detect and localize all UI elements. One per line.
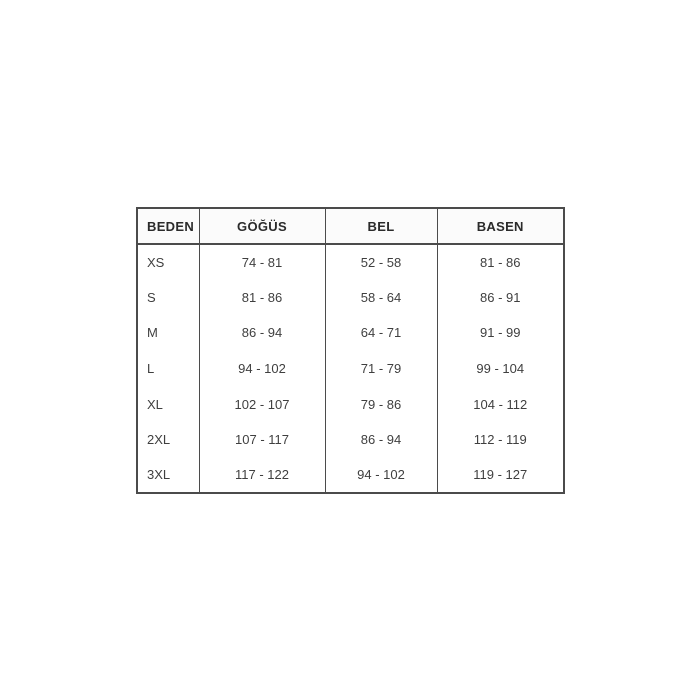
hips-value: 86 - 91 [437, 280, 564, 316]
hips-value: 91 - 99 [437, 315, 564, 351]
table-row-m [137, 315, 564, 351]
size-chart-table [136, 207, 565, 494]
waist-value: 64 - 71 [325, 315, 437, 351]
waist-value: 58 - 64 [325, 280, 437, 316]
table-row-xl [137, 386, 564, 422]
table-row-2xl [137, 422, 564, 458]
chest-value: 86 - 94 [199, 315, 325, 351]
header-chest: GÖĞÜS [199, 208, 325, 244]
waist-value: 86 - 94 [325, 422, 437, 458]
hips-value: 104 - 112 [437, 386, 564, 422]
size-label: S [147, 289, 156, 305]
hips-value: 99 - 104 [437, 351, 564, 387]
chest-value: 94 - 102 [199, 351, 325, 387]
chest-value: 102 - 107 [199, 386, 325, 422]
chest-value: 107 - 117 [199, 422, 325, 458]
table-row-xs [137, 244, 564, 280]
hips-value: 81 - 86 [437, 244, 564, 280]
header-hips: BASEN [437, 208, 564, 244]
chest-value: 74 - 81 [199, 244, 325, 280]
size-label: 3XL [147, 467, 171, 483]
size-label: L [147, 360, 155, 376]
header-size: BEDEN [137, 208, 199, 244]
size-label: M [147, 325, 158, 341]
waist-value: 79 - 86 [325, 386, 437, 422]
table-row-l [137, 351, 564, 387]
chest-value: 81 - 86 [199, 280, 325, 316]
size-label: XS [147, 254, 165, 270]
header-row [137, 208, 564, 244]
header-waist: BEL [325, 208, 437, 244]
size-label: 2XL [147, 432, 171, 448]
table-row-s [137, 280, 564, 316]
table-row-3xl [137, 457, 564, 493]
hips-value: 119 - 127 [437, 457, 564, 493]
waist-value: 71 - 79 [325, 351, 437, 387]
hips-value: 112 - 119 [437, 422, 564, 458]
waist-value: 52 - 58 [325, 244, 437, 280]
size-label: XL [147, 396, 163, 412]
chest-value: 117 - 122 [199, 457, 325, 493]
waist-value: 94 - 102 [325, 457, 437, 493]
